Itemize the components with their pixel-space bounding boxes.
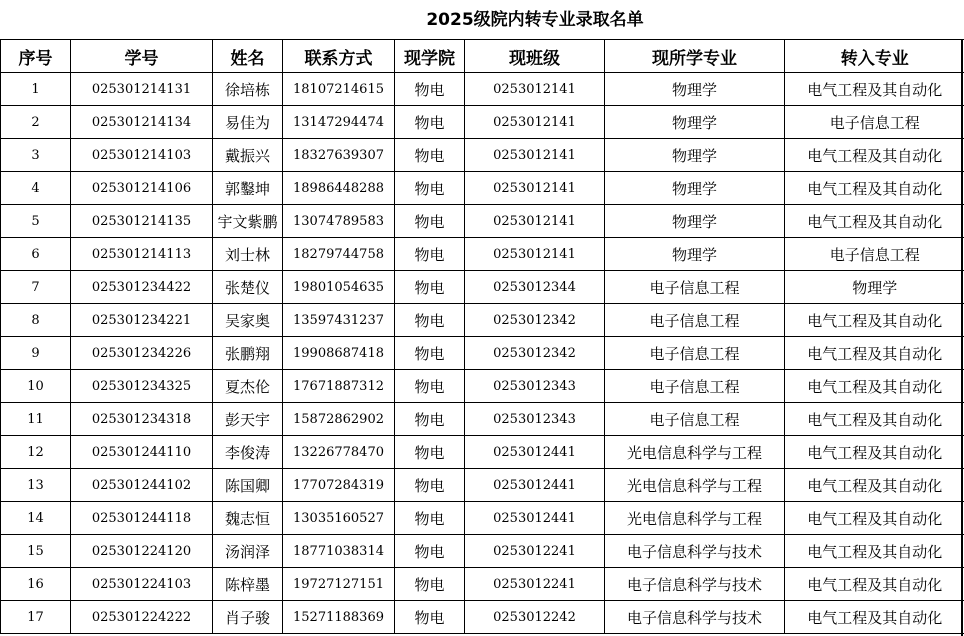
cell-name: 刘士林 bbox=[213, 238, 283, 271]
table-row bbox=[1, 172, 964, 205]
cell-contact: 18986448288 bbox=[283, 172, 395, 205]
header-contact: 联系方式 bbox=[283, 40, 395, 73]
cell-target-major: 电气工程及其自动化 bbox=[785, 568, 964, 601]
cell-seq: 10 bbox=[1, 370, 71, 403]
cell-college: 物电 bbox=[395, 403, 465, 436]
cell-college: 物电 bbox=[395, 73, 465, 106]
cell-target-major: 电气工程及其自动化 bbox=[785, 304, 964, 337]
cell-name: 张楚仪 bbox=[213, 271, 283, 304]
cell-class: 0253012141 bbox=[465, 172, 605, 205]
cell-student-id: 025301234325 bbox=[71, 370, 213, 403]
cell-current-major: 光电信息科学与工程 bbox=[605, 502, 785, 535]
cell-name: 肖子骏 bbox=[213, 601, 283, 634]
cell-college: 物电 bbox=[395, 205, 465, 238]
cell-class: 0253012342 bbox=[465, 337, 605, 370]
cell-college: 物电 bbox=[395, 469, 465, 502]
cell-name: 陈梓墨 bbox=[213, 568, 283, 601]
cell-target-major: 电气工程及其自动化 bbox=[785, 139, 964, 172]
cell-student-id: 025301234318 bbox=[71, 403, 213, 436]
cell-class: 0253012141 bbox=[465, 106, 605, 139]
cell-target-major: 电气工程及其自动化 bbox=[785, 205, 964, 238]
header-row bbox=[1, 40, 964, 73]
cell-contact: 18771038314 bbox=[283, 535, 395, 568]
cell-seq: 8 bbox=[1, 304, 71, 337]
cell-college: 物电 bbox=[395, 601, 465, 634]
cell-name: 郭鑿坤 bbox=[213, 172, 283, 205]
cell-contact: 15271188369 bbox=[283, 601, 395, 634]
table-row bbox=[1, 568, 964, 601]
cell-seq: 7 bbox=[1, 271, 71, 304]
cell-current-major: 物理学 bbox=[605, 73, 785, 106]
cell-class: 0253012141 bbox=[465, 139, 605, 172]
cell-contact: 17671887312 bbox=[283, 370, 395, 403]
admission-table bbox=[0, 39, 964, 634]
cell-contact: 19801054635 bbox=[283, 271, 395, 304]
cell-current-major: 电子信息工程 bbox=[605, 337, 785, 370]
cell-target-major: 电子信息工程 bbox=[785, 106, 964, 139]
cell-contact: 18327639307 bbox=[283, 139, 395, 172]
cell-contact: 13035160527 bbox=[283, 502, 395, 535]
table-row bbox=[1, 304, 964, 337]
header-name: 姓名 bbox=[213, 40, 283, 73]
cell-name: 陈国卿 bbox=[213, 469, 283, 502]
cell-contact: 19908687418 bbox=[283, 337, 395, 370]
cell-student-id: 025301214134 bbox=[71, 106, 213, 139]
cell-name: 夏杰伦 bbox=[213, 370, 283, 403]
cell-college: 物电 bbox=[395, 271, 465, 304]
cell-contact: 19727127151 bbox=[283, 568, 395, 601]
cell-class: 0253012242 bbox=[465, 601, 605, 634]
cell-college: 物电 bbox=[395, 139, 465, 172]
cell-name: 张鹏翔 bbox=[213, 337, 283, 370]
cell-student-id: 025301214135 bbox=[71, 205, 213, 238]
cell-student-id: 025301224103 bbox=[71, 568, 213, 601]
table-row bbox=[1, 502, 964, 535]
cell-seq: 9 bbox=[1, 337, 71, 370]
cell-name: 徐培栋 bbox=[213, 73, 283, 106]
cell-target-major: 电气工程及其自动化 bbox=[785, 502, 964, 535]
cell-class: 0253012141 bbox=[465, 238, 605, 271]
header-target-major: 转入专业 bbox=[785, 40, 964, 73]
cell-seq: 16 bbox=[1, 568, 71, 601]
cell-target-major: 电气工程及其自动化 bbox=[785, 172, 964, 205]
cell-college: 物电 bbox=[395, 370, 465, 403]
cell-class: 0253012241 bbox=[465, 568, 605, 601]
cell-class: 0253012342 bbox=[465, 304, 605, 337]
cell-class: 0253012343 bbox=[465, 403, 605, 436]
cell-student-id: 025301224120 bbox=[71, 535, 213, 568]
cell-class: 0253012344 bbox=[465, 271, 605, 304]
cell-college: 物电 bbox=[395, 436, 465, 469]
header-college: 现学院 bbox=[395, 40, 465, 73]
cell-current-major: 电子信息工程 bbox=[605, 370, 785, 403]
cell-target-major: 电气工程及其自动化 bbox=[785, 535, 964, 568]
cell-seq: 11 bbox=[1, 403, 71, 436]
cell-student-id: 025301214113 bbox=[71, 238, 213, 271]
table-row bbox=[1, 436, 964, 469]
cell-college: 物电 bbox=[395, 172, 465, 205]
cell-target-major: 电气工程及其自动化 bbox=[785, 436, 964, 469]
table-row bbox=[1, 535, 964, 568]
cell-current-major: 电子信息工程 bbox=[605, 403, 785, 436]
cell-name: 宇文紫鹏 bbox=[213, 205, 283, 238]
cell-college: 物电 bbox=[395, 238, 465, 271]
cell-seq: 17 bbox=[1, 601, 71, 634]
cell-class: 0253012343 bbox=[465, 370, 605, 403]
cell-student-id: 025301214103 bbox=[71, 139, 213, 172]
cell-student-id: 025301244118 bbox=[71, 502, 213, 535]
cell-student-id: 025301224222 bbox=[71, 601, 213, 634]
table-row bbox=[1, 106, 964, 139]
cell-name: 彭天宇 bbox=[213, 403, 283, 436]
table-row bbox=[1, 370, 964, 403]
cell-target-major: 电气工程及其自动化 bbox=[785, 370, 964, 403]
cell-class: 0253012441 bbox=[465, 436, 605, 469]
cell-seq: 3 bbox=[1, 139, 71, 172]
right-border bbox=[961, 39, 963, 636]
cell-contact: 17707284319 bbox=[283, 469, 395, 502]
cell-student-id: 025301234422 bbox=[71, 271, 213, 304]
cell-seq: 4 bbox=[1, 172, 71, 205]
cell-contact: 18107214615 bbox=[283, 73, 395, 106]
page-title: 2025级院内转专业录取名单 bbox=[426, 10, 644, 30]
cell-student-id: 025301214106 bbox=[71, 172, 213, 205]
cell-seq: 14 bbox=[1, 502, 71, 535]
cell-target-major: 电气工程及其自动化 bbox=[785, 73, 964, 106]
cell-name: 易佳为 bbox=[213, 106, 283, 139]
cell-student-id: 025301244102 bbox=[71, 469, 213, 502]
cell-class: 0253012141 bbox=[465, 73, 605, 106]
cell-college: 物电 bbox=[395, 106, 465, 139]
cell-current-major: 电子信息工程 bbox=[605, 271, 785, 304]
cell-seq: 13 bbox=[1, 469, 71, 502]
header-seq: 序号 bbox=[1, 40, 71, 73]
cell-current-major: 物理学 bbox=[605, 238, 785, 271]
header-class: 现班级 bbox=[465, 40, 605, 73]
cell-target-major: 电气工程及其自动化 bbox=[785, 469, 964, 502]
table-row bbox=[1, 337, 964, 370]
cell-current-major: 电子信息科学与技术 bbox=[605, 535, 785, 568]
cell-seq: 15 bbox=[1, 535, 71, 568]
cell-seq: 5 bbox=[1, 205, 71, 238]
cell-current-major: 电子信息科学与技术 bbox=[605, 601, 785, 634]
cell-target-major: 电气工程及其自动化 bbox=[785, 337, 964, 370]
table-row bbox=[1, 139, 964, 172]
table-row bbox=[1, 403, 964, 436]
cell-seq: 12 bbox=[1, 436, 71, 469]
cell-contact: 18279744758 bbox=[283, 238, 395, 271]
cell-seq: 6 bbox=[1, 238, 71, 271]
cell-seq: 1 bbox=[1, 73, 71, 106]
table-row bbox=[1, 205, 964, 238]
cell-name: 戴振兴 bbox=[213, 139, 283, 172]
table-row bbox=[1, 238, 964, 271]
header-current-major: 现所学专业 bbox=[605, 40, 785, 73]
table-row bbox=[1, 601, 964, 634]
cell-target-major: 电子信息工程 bbox=[785, 238, 964, 271]
cell-student-id: 025301244110 bbox=[71, 436, 213, 469]
cell-target-major: 电气工程及其自动化 bbox=[785, 601, 964, 634]
cell-current-major: 电子信息科学与技术 bbox=[605, 568, 785, 601]
cell-target-major: 电气工程及其自动化 bbox=[785, 403, 964, 436]
cell-current-major: 物理学 bbox=[605, 106, 785, 139]
cell-contact: 15872862902 bbox=[283, 403, 395, 436]
cell-college: 物电 bbox=[395, 568, 465, 601]
cell-current-major: 物理学 bbox=[605, 139, 785, 172]
cell-contact: 13074789583 bbox=[283, 205, 395, 238]
cell-college: 物电 bbox=[395, 304, 465, 337]
cell-college: 物电 bbox=[395, 502, 465, 535]
cell-student-id: 025301234226 bbox=[71, 337, 213, 370]
cell-class: 0253012441 bbox=[465, 502, 605, 535]
table-row bbox=[1, 73, 964, 106]
cell-name: 吴家奥 bbox=[213, 304, 283, 337]
cell-name: 魏志恒 bbox=[213, 502, 283, 535]
cell-class: 0253012441 bbox=[465, 469, 605, 502]
cell-name: 李俊涛 bbox=[213, 436, 283, 469]
cell-name: 汤润泽 bbox=[213, 535, 283, 568]
cell-student-id: 025301234221 bbox=[71, 304, 213, 337]
cell-target-major: 物理学 bbox=[785, 271, 964, 304]
cell-current-major: 光电信息科学与工程 bbox=[605, 436, 785, 469]
cell-current-major: 电子信息工程 bbox=[605, 304, 785, 337]
table-row bbox=[1, 469, 964, 502]
cell-college: 物电 bbox=[395, 337, 465, 370]
cell-current-major: 光电信息科学与工程 bbox=[605, 469, 785, 502]
cell-current-major: 物理学 bbox=[605, 205, 785, 238]
cell-student-id: 025301214131 bbox=[71, 73, 213, 106]
cell-current-major: 物理学 bbox=[605, 172, 785, 205]
cell-contact: 13597431237 bbox=[283, 304, 395, 337]
cell-contact: 13226778470 bbox=[283, 436, 395, 469]
cell-college: 物电 bbox=[395, 535, 465, 568]
table-row bbox=[1, 271, 964, 304]
cell-class: 0253012241 bbox=[465, 535, 605, 568]
cell-seq: 2 bbox=[1, 106, 71, 139]
cell-class: 0253012141 bbox=[465, 205, 605, 238]
cell-contact: 13147294474 bbox=[283, 106, 395, 139]
header-student-id: 学号 bbox=[71, 40, 213, 73]
